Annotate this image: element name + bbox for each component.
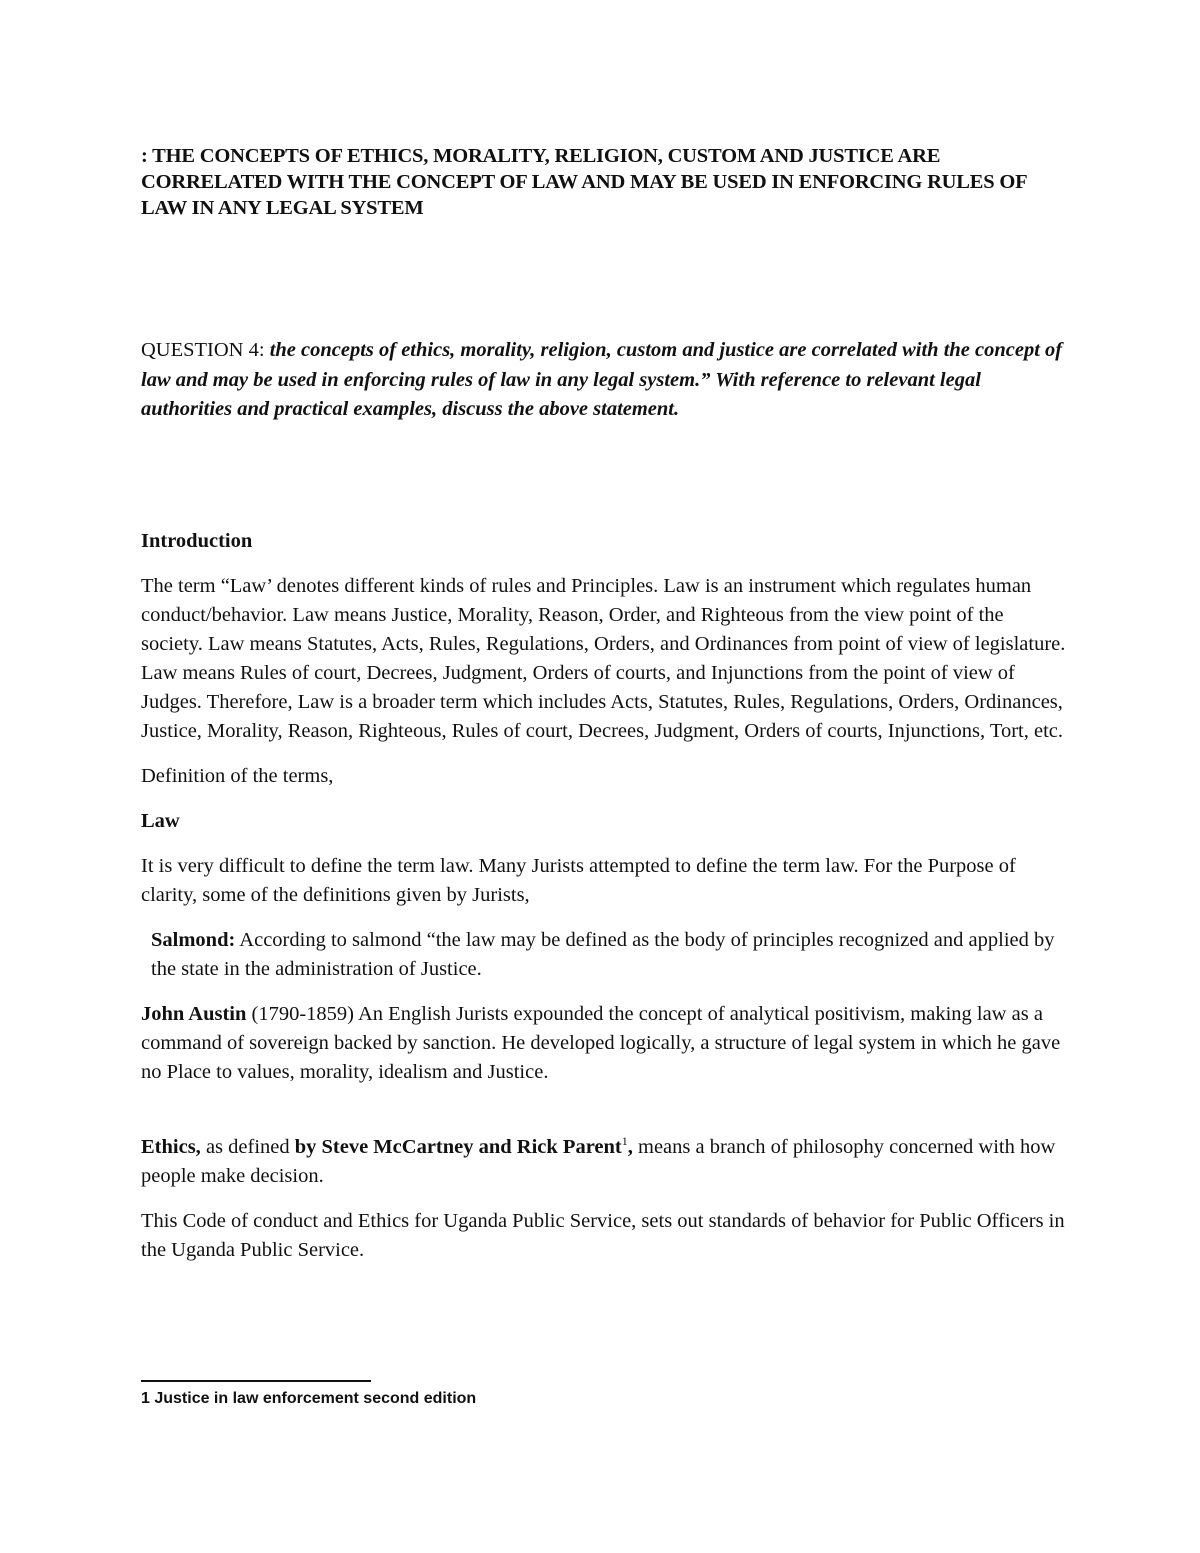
austin-name: John Austin [141, 1003, 247, 1025]
document-body [141, 527, 1066, 1281]
ethics-term: Ethics, [141, 1136, 201, 1158]
introduction-paragraph: The term “Law’ denotes different kinds of rules and Principles. Law is an instrument which regulates human conduct/behavior. Law means Justice, Morality, Reason, Order, and Righteous from the view point of the society. Law means Statutes, Acts, Rules, Regulations, Orders, and Ordinances from point of view of legislature. Law means Rules of court, Decrees, Judgment, Orders of courts, and Injunctions from the point of view of Judges. Therefore, Law is a broader term which includes Acts, Statutes, Rules, Regulations, Orders, Ordinances, Justice, Morality, Reason, Righteous, Rules of court, Decrees, Judgment, Orders of courts, Injunctions, Tort, etc. [141, 575, 1066, 742]
austin-paragraph [141, 1000, 1066, 1087]
footnote-reference[interactable]: 1 [621, 1134, 628, 1149]
ethics-text: means a branch of philosophy concerned with how people make decision. [141, 1136, 1056, 1187]
austin-text: (1790-1859) An English Jurists expounded the concept of analytical positivism, making law as a command of sovereign backed by sanction. He developed logically, a structure of legal system in which he gave no Place to values, morality, idealism and Justice. [141, 1003, 1061, 1083]
document-title: : THE CONCEPTS OF ETHICS, MORALITY, RELIGION, CUSTOM AND JUSTICE ARE CORRELATED WITH THE CONCEPT OF LAW AND MAY BE USED IN ENFORCING RULES OF LAW IN ANY LEGAL SYSTEM [141, 145, 1027, 219]
question-text: the concepts of ethics, morality, religion, custom and justice are correlated with the concept of law and may be used in enforcing rules of law in any legal system.” With reference to relevant legal authorities and practical examples, discuss the above statement. [141, 339, 1063, 420]
salmond-paragraph [141, 926, 1066, 984]
definition-intro: Definition of the terms, [141, 765, 334, 787]
code-paragraph: This Code of conduct and Ethics for Uganda Public Service, sets out standards of behavior for Public Officers in the Uganda Public Service. [141, 1210, 1065, 1261]
law-paragraph: It is very difficult to define the term law. Many Jurists attempted to define the term law. For the Purpose of clarity, some of the definitions given by Jurists, [141, 855, 1016, 906]
question-paragraph [141, 336, 1071, 425]
footnote-text: 1 Justice in law enforcement second edition [141, 1390, 477, 1407]
salmond-name: Salmond: [151, 929, 236, 951]
ethics-authors: by Steve McCartney and Rick Parent [294, 1136, 622, 1158]
ethics-paragraph [141, 1133, 1066, 1191]
question-label: QUESTION 4: [141, 339, 270, 361]
ethics-comma: , [627, 1136, 633, 1158]
footnote-separator [141, 1380, 371, 1382]
salmond-text: According to salmond “the law may be defined as the body of principles recognized and applied by the state in the administration of Justice. [151, 929, 1055, 980]
introduction-heading: Introduction [141, 530, 253, 552]
spacer [141, 1103, 1066, 1133]
law-heading: Law [141, 810, 180, 832]
ethics-as-defined: as defined [200, 1136, 295, 1158]
